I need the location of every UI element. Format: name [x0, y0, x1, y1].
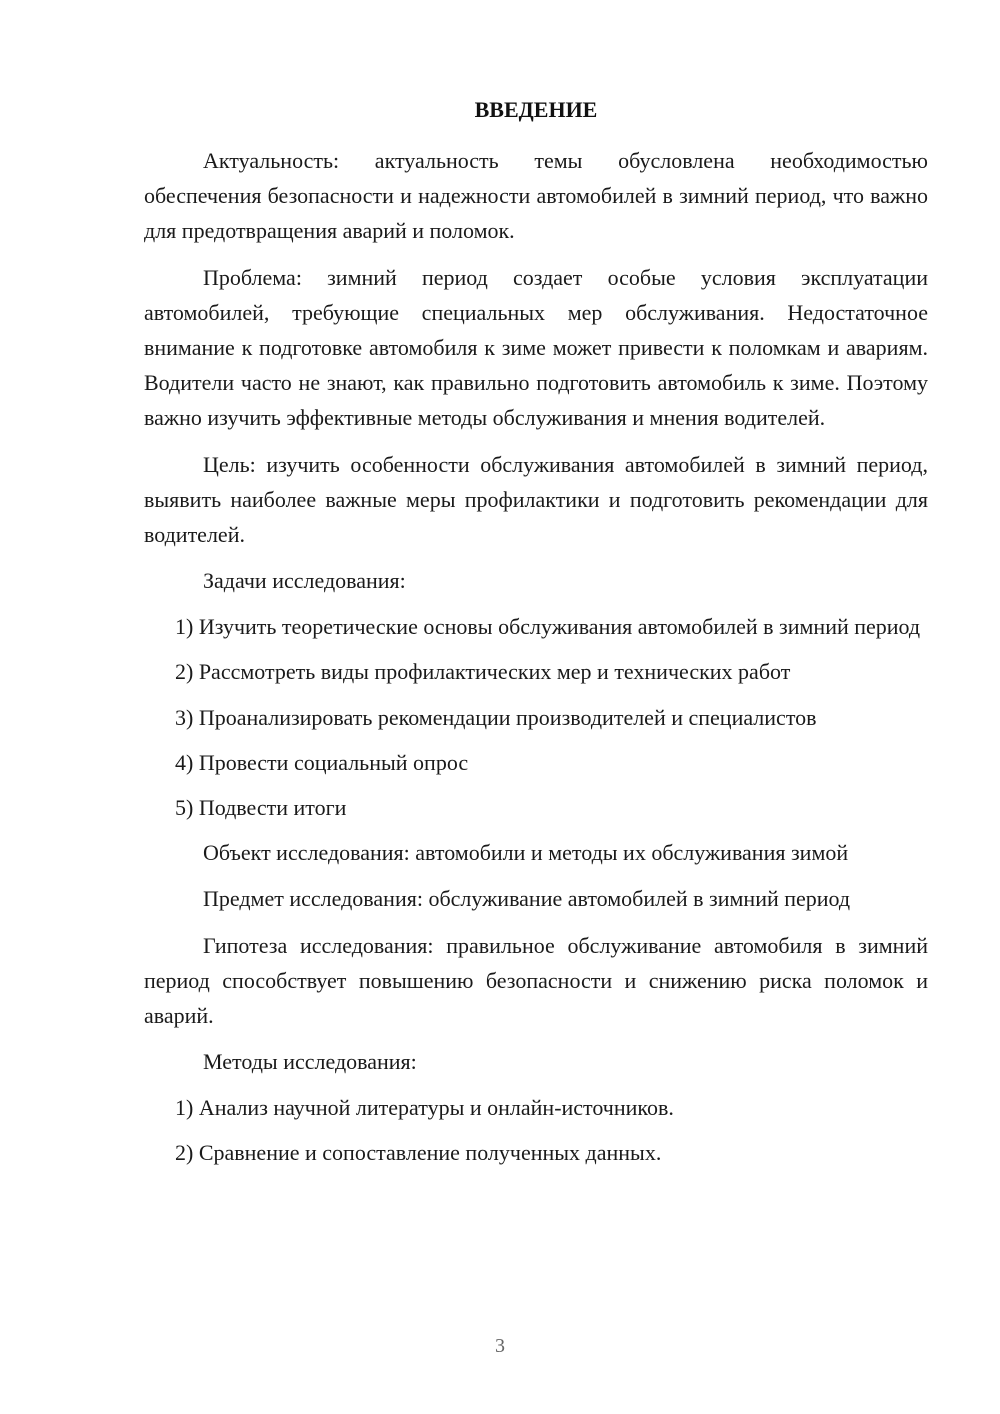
object-paragraph: Объект исследования: автомобили и методы их обслуживания зимой — [203, 840, 849, 866]
task-item-5: 5) Подвести итоги — [175, 795, 347, 821]
method-item-2: 2) Сравнение и сопоставление полученных данных. — [175, 1140, 662, 1166]
goal-paragraph: Цель: изучить особенности обслуживания автомобилей в зимний период, выявить наиболее важные меры профилактики и подготовить рекомендации для водителей. — [144, 451, 928, 548]
task-item-4: 4) Провести социальный опрос — [175, 749, 469, 775]
methods-label: Методы исследования: — [203, 1049, 417, 1075]
page-number: 3 — [495, 1335, 505, 1357]
tasks-label: Задачи исследования: — [203, 568, 406, 594]
document-page — [144, 92, 928, 1181]
task-item-1: 1) Изучить теоретические основы обслуживания автомобилей в зимний период — [175, 614, 921, 640]
problem-paragraph: Проблема: зимний период создает особые условия эксплуатации автомобилей, требующие специальных мер обслуживания. Недостаточное внимание к подготовке автомобиля к зиме может привести к поломкам и авариям. Водители часто не знают, как правильно подготовить автомобиль к зиме. Поэтому важно изучить эффективные методы обслуживания и мнения водителей. — [144, 264, 928, 431]
relevance-paragraph: Актуальность: актуальность темы обусловлена необходимостью обеспечения безопасности и надежности автомобилей в зимний период, что важно для предотвращения аварий и поломок. — [144, 148, 928, 244]
task-item-3: 3) Проанализировать рекомендации производителей и специалистов — [175, 704, 817, 730]
hypothesis-paragraph: Гипотеза исследования: правильное обслуживание автомобиля в зимний период способствует повышению безопасности и снижению риска поломок и аварий. — [144, 932, 928, 1029]
subject-paragraph: Предмет исследования: обслуживание автомобилей в зимний период — [203, 886, 851, 912]
page-title: ВВЕДЕНИЕ — [474, 97, 598, 122]
task-item-2: 2) Рассмотреть виды профилактических мер и технических работ — [175, 659, 791, 685]
method-item-1: 1) Анализ научной литературы и онлайн-источников. — [175, 1095, 674, 1121]
